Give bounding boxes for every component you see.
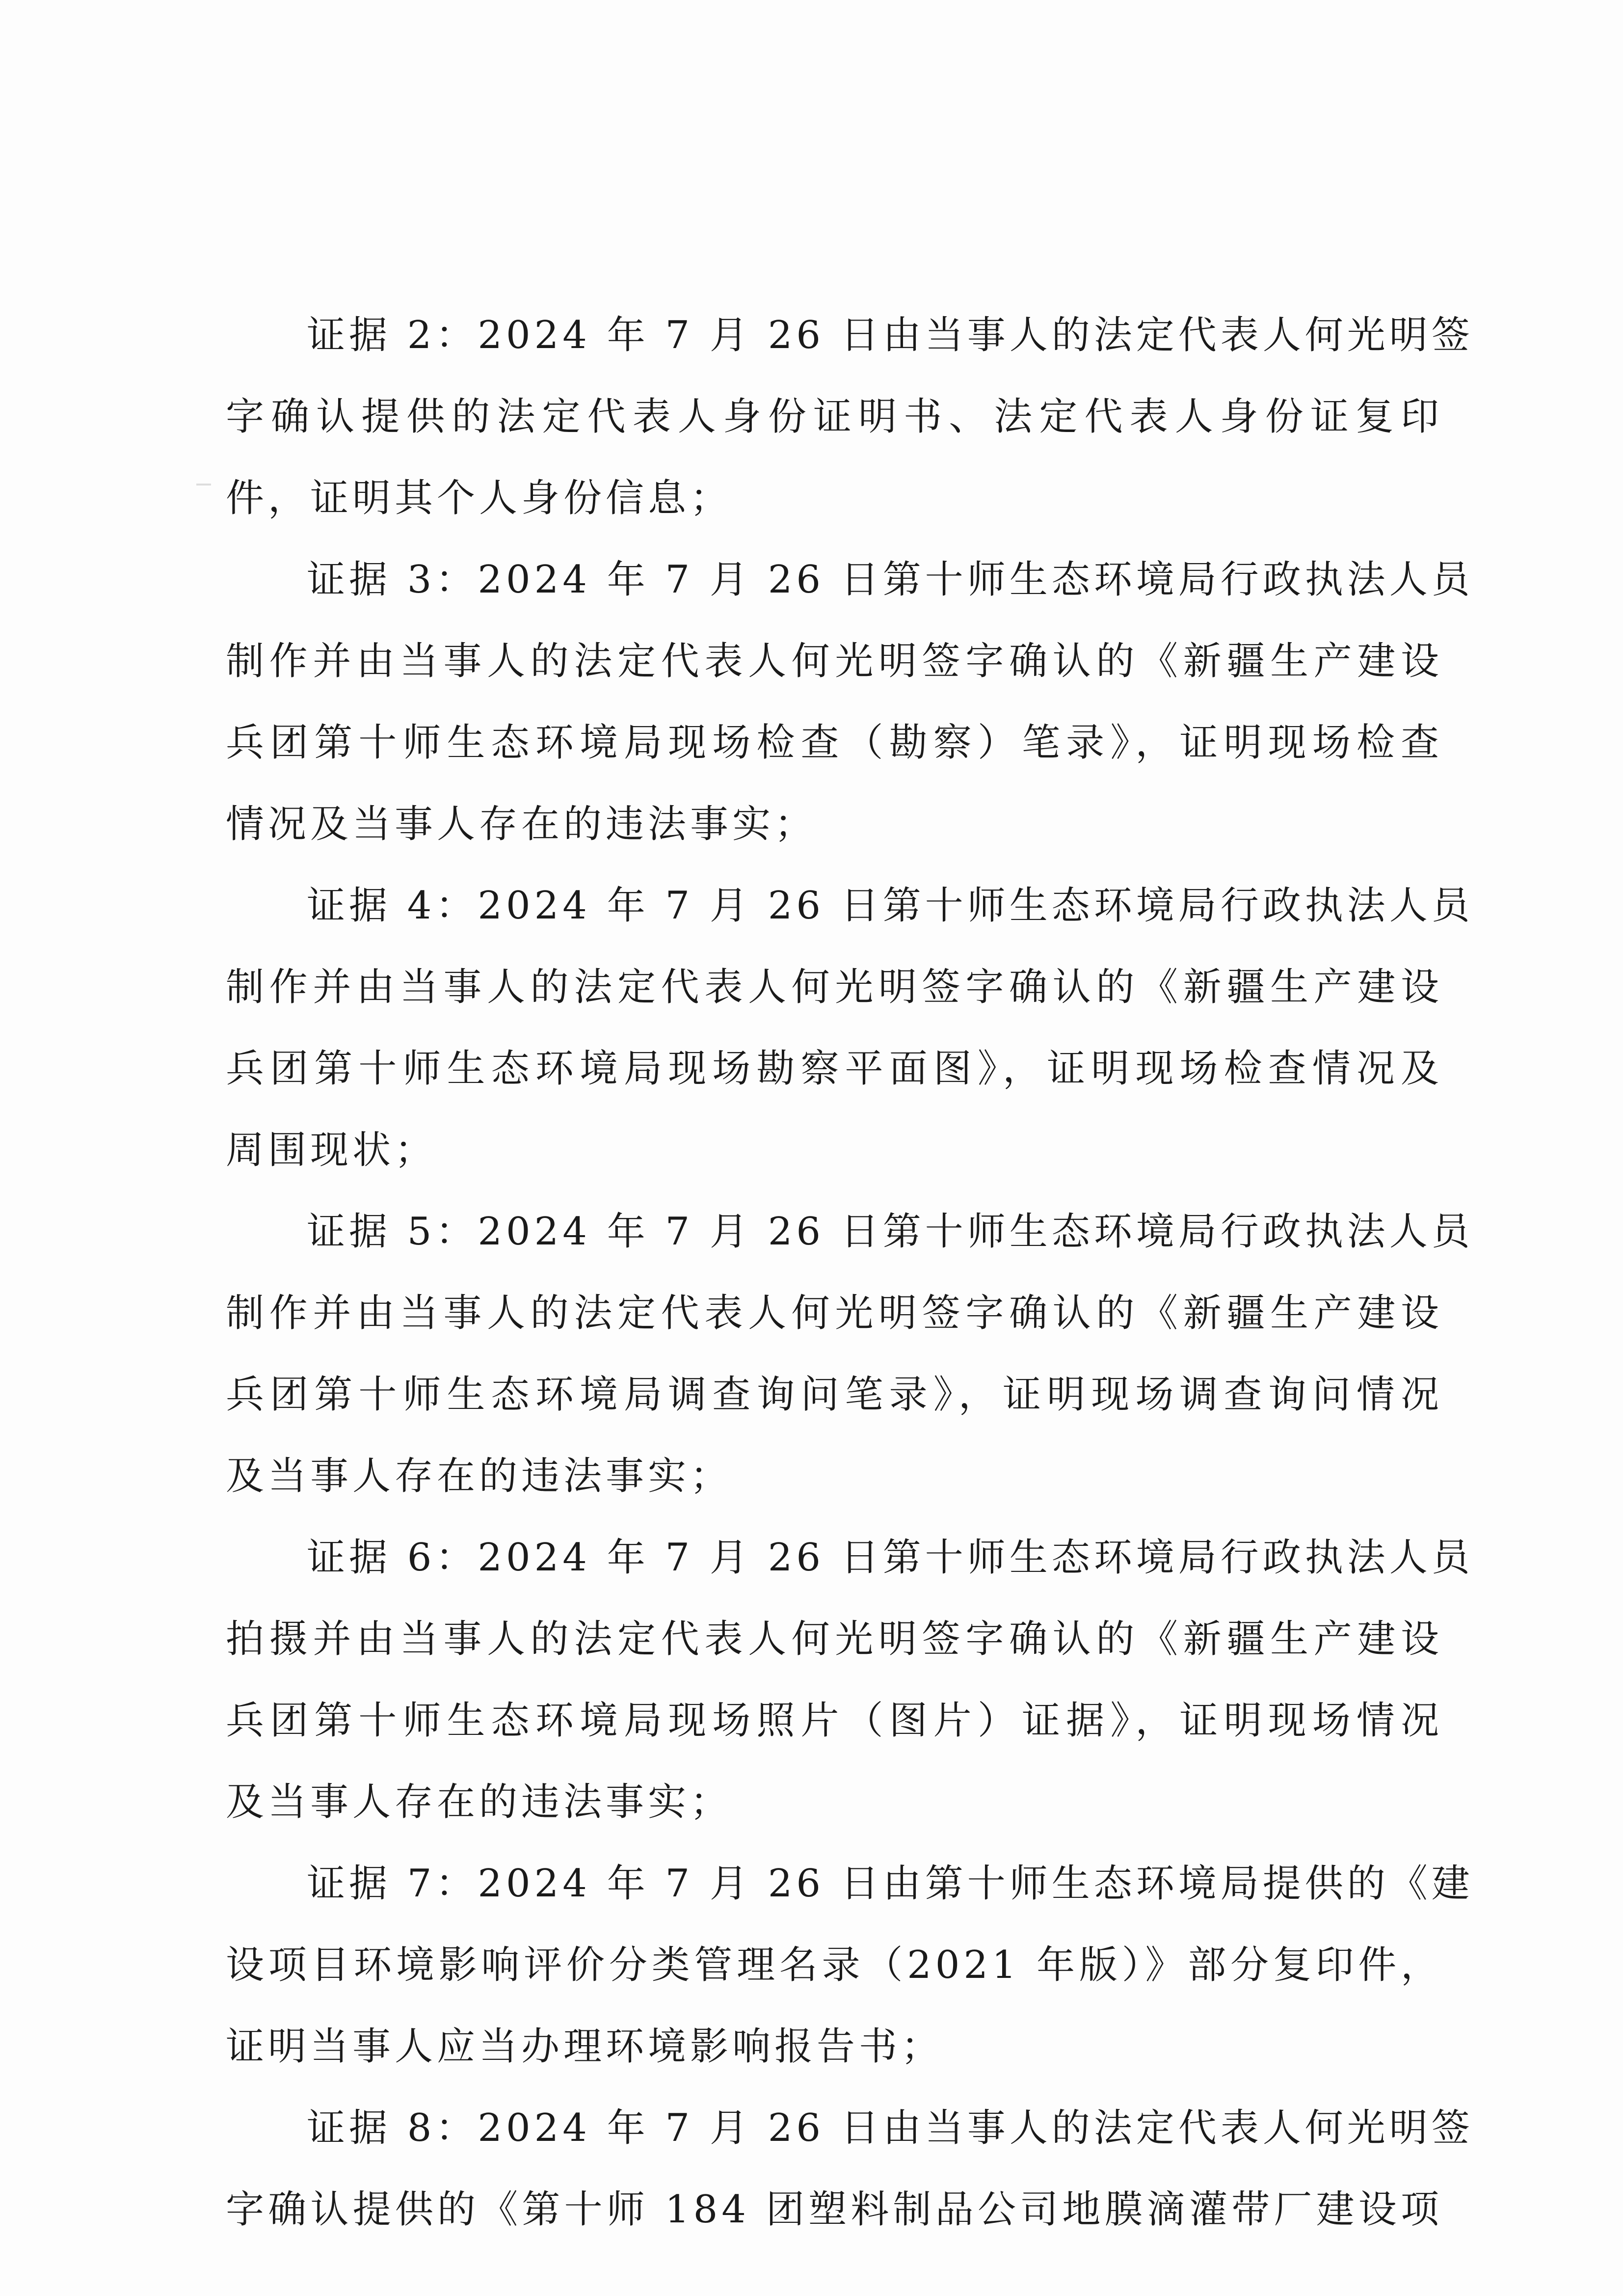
evidence-3-line-3: 兵团第十师生态环境局现场检查（勘察）笔录》，证明现场检查 <box>226 721 1443 765</box>
evidence-5-line-3: 兵团第十师生态环境局调查询问笔录》，证明现场调查询问情况 <box>226 1373 1443 1417</box>
evidence-2-line-3: 件，证明其个人身份信息； <box>226 476 733 520</box>
evidence-4-line-2: 制作并由当事人的法定代表人何光明签字确认的《新疆生产建设 <box>226 965 1443 1009</box>
evidence-6-line-4: 及当事人存在的违法事实； <box>226 1780 733 1824</box>
evidence-6-line-3: 兵团第十师生态环境局现场照片（图片）证据》，证明现场情况 <box>226 1699 1443 1743</box>
evidence-4-line-4: 周围现状； <box>226 1128 437 1172</box>
evidence-5-line-4: 及当事人存在的违法事实； <box>226 1454 733 1498</box>
scan-mark <box>196 484 211 486</box>
evidence-3-line-4: 情况及当事人存在的违法事实； <box>226 802 817 846</box>
evidence-3-line-2: 制作并由当事人的法定代表人何光明签字确认的《新疆生产建设 <box>226 639 1443 683</box>
evidence-8-line-2: 字确认提供的《第十师 184 团塑料制品公司地膜滴灌带厂建设项 <box>226 2188 1443 2232</box>
evidence-6-line-2: 拍摄并由当事人的法定代表人何光明签字确认的《新疆生产建设 <box>226 1617 1443 1661</box>
evidence-7-line-1: 证据 7：2024 年 7 月 26 日由第十师生态环境局提供的《建 <box>307 1862 1474 1906</box>
evidence-2-line-2: 字确认提供的法定代表人身份证明书、法定代表人身份证复印 <box>226 395 1443 439</box>
evidence-8-line-1: 证据 8：2024 年 7 月 26 日由当事人的法定代表人何光明签 <box>307 2106 1474 2150</box>
evidence-7-line-2: 设项目环境影响评价分类管理名录（2021 年版）》部分复印件， <box>226 1943 1443 1987</box>
evidence-2-line-1: 证据 2：2024 年 7 月 26 日由当事人的法定代表人何光明签 <box>307 313 1474 357</box>
evidence-7-line-3: 证明当事人应当办理环境影响报告书； <box>226 2025 944 2069</box>
evidence-5-line-1: 证据 5：2024 年 7 月 26 日第十师生态环境局行政执法人员 <box>307 1210 1474 1254</box>
evidence-3-line-1: 证据 3：2024 年 7 月 26 日第十师生态环境局行政执法人员 <box>307 558 1474 602</box>
document-body <box>226 295 1474 2250</box>
evidence-4-line-3: 兵团第十师生态环境局现场勘察平面图》，证明现场检查情况及 <box>226 1047 1443 1091</box>
evidence-6-line-1: 证据 6：2024 年 7 月 26 日第十师生态环境局行政执法人员 <box>307 1536 1474 1580</box>
evidence-4-line-1: 证据 4：2024 年 7 月 26 日第十师生态环境局行政执法人员 <box>307 884 1474 928</box>
evidence-5-line-2: 制作并由当事人的法定代表人何光明签字确认的《新疆生产建设 <box>226 1291 1443 1335</box>
